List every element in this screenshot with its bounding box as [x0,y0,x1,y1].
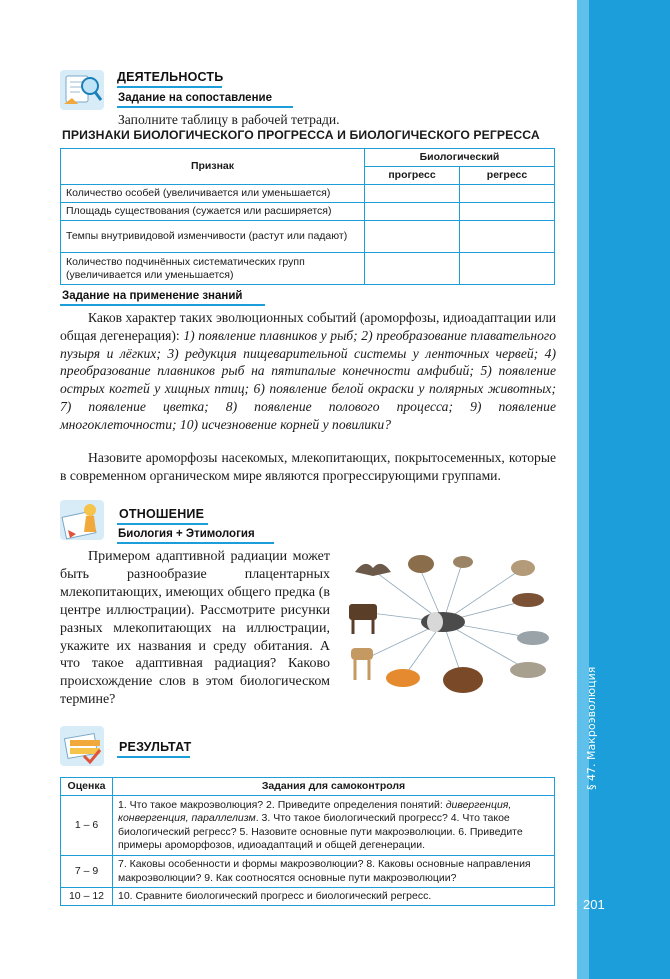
task2-items: 1) появление плавников у рыб; 2) преобразование плавательного пузыря и лёгких; 3) редукция пищеварительной системы у ленточных червей; 4) преобразование плавников рыб на пятипалые конечности амфибий; 5) появление острых когтей у хищных птиц; 6) появление белой окраски у полярных животных; 7) появление цветка; 8) появление полового процесса; 9) появление многоклеточности; 10) исчезновение корней у повилики? [60,327,556,432]
tasks-text-em: дивергенция, конвергенция, параллелизм [118,798,512,824]
score-cell: 7 – 9 [61,856,113,888]
cell-empty [365,253,460,285]
attitude-subtitle-underline [117,542,274,544]
row-sign: Темпы внутривидовой изменчивости (растут или падают) [61,221,365,253]
col-score: Оценка [61,778,113,796]
bear-icon [443,667,483,693]
attitude-icon [60,500,104,540]
result-underline [117,756,190,758]
col-progress: прогресс [365,167,460,185]
cell-empty [365,185,460,203]
task1-underline [117,106,293,108]
sidebar-stripe [577,0,589,979]
adaptive-radiation-illustration [343,550,555,706]
col-sign: Признак [61,149,365,185]
cell-empty [365,203,460,221]
tasks-text-a: 1. Что такое макроэволюция? 2. Приведите определения понятий: [118,798,446,811]
bat-icon [355,564,391,576]
row-sign: Количество подчинённых систематических групп (увеличивается или уменьшается) [61,253,365,285]
task2-paragraph-2: Назовите ароморфозы насекомых, млекопитающих, покрытосеменных, которые в современном органическом мире являются прогрессирующими группами. [60,450,556,483]
score-cell: 10 – 12 [61,888,113,906]
cell-empty [365,221,460,253]
tasks-text-a: 10. Сравните биологический прогресс и биологический регресс. [118,890,432,902]
table-row [61,888,555,906]
comparison-table [60,148,555,285]
attitude-text: Примером адаптивной радиации может быть разнообразие плацентарных млекопитающих, имеющих общего предка (в центре иллюстрации). Рассмотрите рисунки разных млекопитающих на иллюстрации, укажите их названия и среду обитания. А что такое адаптивная радиация? Каково происхождение слов в этом биологическом термине? [60,549,330,708]
col-tasks: Задания для самоконтроля [113,778,555,796]
camel-icon [351,648,373,680]
table-row [61,203,555,221]
col-bio: Биологический [365,149,555,167]
result-icon [60,726,104,766]
activity-icon [60,70,104,110]
col-regress: регресс [460,167,555,185]
activity-heading: ДЕЯТЕЛЬНОСТЬ [117,70,224,84]
anteater-icon [421,612,465,632]
task1-title: Задание на сопоставление [118,92,272,104]
lemur-icon [511,560,535,576]
table-row [61,221,555,253]
mouse-icon [453,556,473,568]
tiger-icon [386,669,420,687]
attitude-heading: ОТНОШЕНИЕ [119,507,205,521]
task2-lead: Каков характер таких эволюционных событий (ароморфозы, идиоадаптации или общая дегенерация): [60,310,556,343]
score-cell: 1 – 6 [61,796,113,856]
table-title: ПРИЗНАКИ БИОЛОГИЧЕСКОГО ПРОГРЕССА И БИОЛОГИЧЕСКОГО РЕГРЕССА [62,128,540,142]
task2-paragraph [60,309,556,434]
task1-intro: Заполните таблицу в рабочей тетради. [118,112,340,127]
tasks-text-b: . 3. Что такое биологический прогресс? 4. Что такое биологический регресс? 5. Назовите основные пути макроэволюции. 6. Приведите примеры ароморфозов, идиоадаптаций и общей дегенерации. [118,812,523,851]
attitude-subtitle: Биология + Этимология [118,528,255,540]
row-sign: Количество особей (увеличивается или уменьшается) [61,185,365,203]
row-sign: Площадь существования (сужается или расширяется) [61,203,365,221]
tasks-cell [113,856,555,888]
table-row [61,856,555,888]
tasks-text-a: 7. Каковы особенности и формы макроэволюции? 8. Каковы основные направления макроэволюции? 9. Как соотносятся основные пути макроэволюции? [118,858,531,884]
tasks-cell [113,888,555,906]
table-row [61,796,555,856]
sidebar-band [577,0,670,979]
attitude-underline [117,523,208,525]
hedgehog-icon [408,555,434,573]
task2-underline [60,304,265,306]
walrus-icon [510,662,546,678]
platypus-icon [512,593,544,607]
selfcheck-table [60,777,555,906]
moose-icon [349,604,377,634]
cell-empty [460,221,555,253]
cell-empty [460,203,555,221]
cell-empty [460,185,555,203]
table-row [61,253,555,285]
result-heading: РЕЗУЛЬТАТ [119,740,192,754]
activity-underline [117,86,222,88]
tasks-cell [113,796,555,856]
chapter-label [585,776,599,790]
page-number: 201 [583,897,605,912]
task2-title: Задание на применение знаний [62,290,243,302]
seal-icon [517,631,549,645]
table-row [61,185,555,203]
cell-empty [460,253,555,285]
